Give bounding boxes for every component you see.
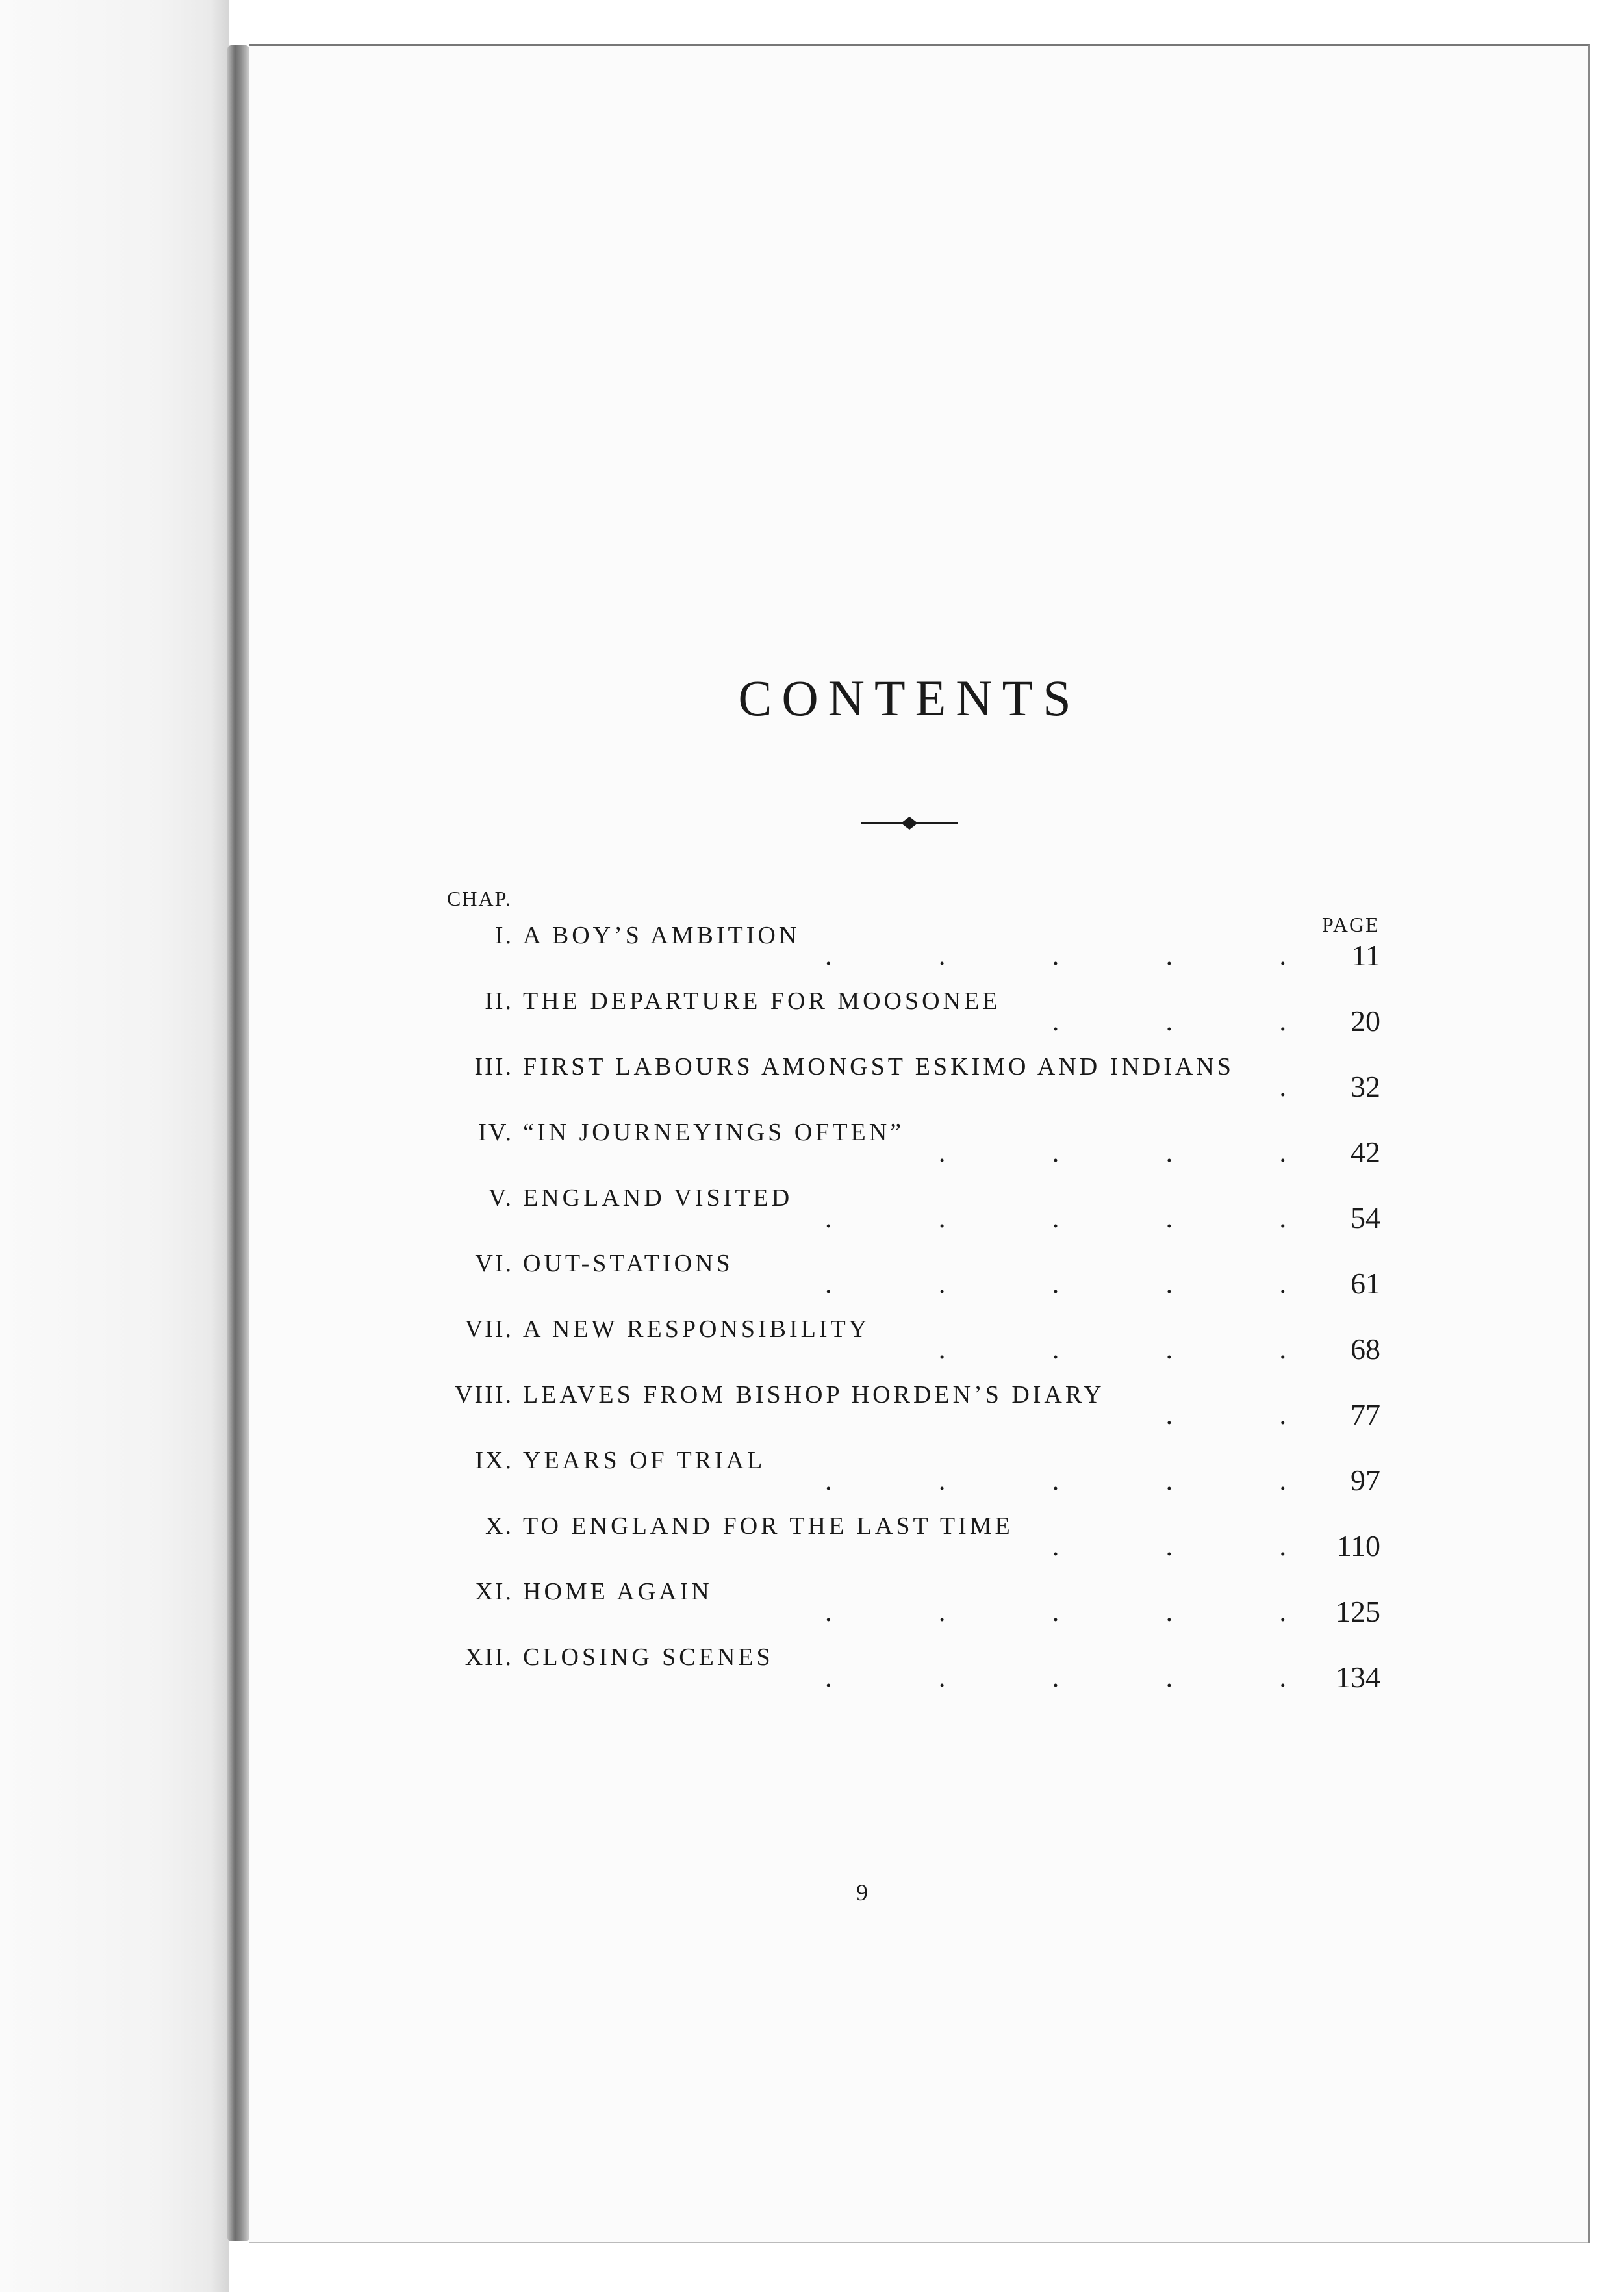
chapter-title: FIRST LABOURS AMONGST ESKIMO AND INDIANS — [523, 1053, 1234, 1080]
page-number: 42 — [1351, 1136, 1380, 1169]
dot-leader — [825, 1597, 1286, 1628]
leader-dot: . — [938, 1269, 946, 1299]
leader-dot: . — [1279, 1532, 1286, 1562]
toc-entry — [0, 1184, 1624, 1242]
contents-title: CONTENTS — [738, 670, 1081, 726]
chapter-number: VII. — [464, 1316, 513, 1343]
chapter-number: XII. — [464, 1644, 513, 1671]
chapter-title: OUT-STATIONS — [523, 1250, 733, 1277]
chapter-number: II. — [485, 987, 513, 1015]
leader-dot: . — [1279, 1598, 1286, 1627]
dot-leader — [825, 1466, 1286, 1497]
page-column-header: PAGE — [1322, 913, 1380, 936]
leader-dot: . — [1052, 1007, 1059, 1037]
leader-dot: . — [1165, 1269, 1173, 1299]
chapter-title: CLOSING SCENES — [523, 1644, 774, 1671]
leader-dot: . — [938, 1335, 946, 1365]
chapter-title: TO ENGLAND FOR THE LAST TIME — [523, 1512, 1013, 1540]
dot-leader — [825, 1269, 1286, 1300]
leader-dot: . — [938, 941, 946, 971]
chapter-title: “IN JOURNEYINGS OFTEN” — [523, 1119, 905, 1146]
leader-dot: . — [1052, 1598, 1059, 1627]
page-number: 110 — [1336, 1529, 1380, 1562]
page-number: 11 — [1351, 939, 1380, 972]
leader-dot: . — [1279, 1269, 1286, 1299]
leader-dot: . — [1165, 1532, 1173, 1562]
page-number: 97 — [1351, 1464, 1380, 1497]
chapter-title: LEAVES FROM BISHOP HORDEN’S DIARY — [523, 1381, 1105, 1408]
leader-dot: . — [938, 1663, 946, 1693]
dot-leader — [825, 1072, 1286, 1103]
chapter-title: THE DEPARTURE FOR MOOSONEE — [523, 987, 1001, 1015]
leader-dot: . — [938, 1598, 946, 1627]
leader-dot: . — [825, 941, 832, 971]
leader-dot: . — [1279, 1138, 1286, 1168]
dot-leader — [825, 1400, 1286, 1431]
toc-entry — [0, 1315, 1624, 1373]
dot-leader — [825, 1531, 1286, 1562]
chapter-title: A NEW RESPONSIBILITY — [523, 1316, 870, 1343]
toc-entry — [0, 1512, 1624, 1570]
toc-entry — [0, 1381, 1624, 1439]
toc-entry — [0, 1118, 1624, 1177]
chapter-title: HOME AGAIN — [523, 1578, 713, 1605]
leader-dot: . — [1165, 1598, 1173, 1627]
leader-dot: . — [1279, 941, 1286, 971]
leader-dot: . — [1165, 1204, 1173, 1234]
leader-dot: . — [1165, 1138, 1173, 1168]
leader-dot: . — [938, 1204, 946, 1234]
chapter-title: A BOY’S AMBITION — [523, 922, 800, 949]
leader-dot: . — [825, 1204, 832, 1234]
leader-dot: . — [1052, 941, 1059, 971]
chapter-number: V. — [488, 1184, 513, 1212]
dot-leader — [825, 1203, 1286, 1234]
leader-dot: . — [1279, 1007, 1286, 1037]
chapter-number: III. — [474, 1053, 513, 1080]
toc-entry — [0, 1577, 1624, 1636]
dot-leader — [825, 1334, 1286, 1366]
toc-entry — [0, 1249, 1624, 1308]
leader-dot: . — [1279, 1466, 1286, 1496]
chapter-number: VI. — [475, 1250, 513, 1277]
page-number: 32 — [1351, 1070, 1380, 1103]
page-number: 68 — [1351, 1332, 1380, 1366]
leader-dot: . — [1279, 1073, 1286, 1102]
leader-dot: . — [1279, 1204, 1286, 1234]
leader-dot: . — [1052, 1138, 1059, 1168]
leader-dot: . — [1165, 1401, 1173, 1431]
page-number: 125 — [1336, 1595, 1380, 1628]
leader-dot: . — [1165, 1007, 1173, 1037]
leader-dot: . — [1165, 1335, 1173, 1365]
chapter-title: YEARS OF TRIAL — [523, 1447, 766, 1474]
chap-column-header: CHAP. — [447, 887, 512, 910]
leader-dot: . — [1279, 1663, 1286, 1693]
leader-dot: . — [825, 1663, 832, 1693]
chapter-title: ENGLAND VISITED — [523, 1184, 793, 1212]
dot-leader — [825, 1006, 1286, 1038]
leader-dot: . — [1052, 1663, 1059, 1693]
toc-entry — [0, 921, 1624, 980]
leader-dot: . — [1165, 941, 1173, 971]
chapter-number: X. — [485, 1512, 513, 1540]
chapter-number: VIII. — [455, 1381, 513, 1408]
dot-leader — [825, 941, 1286, 972]
dot-leader — [825, 1138, 1286, 1169]
leader-dot: . — [1165, 1466, 1173, 1496]
leader-dot: . — [825, 1269, 832, 1299]
leader-dot: . — [938, 1466, 946, 1496]
leader-dot: . — [1279, 1335, 1286, 1365]
leader-dot: . — [1279, 1401, 1286, 1431]
chapter-number: I. — [494, 922, 513, 949]
chapter-number: XI. — [475, 1578, 513, 1605]
ornament-divider-icon — [861, 815, 958, 832]
page-number: 77 — [1351, 1398, 1380, 1431]
page-number: 134 — [1336, 1661, 1380, 1694]
leader-dot: . — [1052, 1269, 1059, 1299]
leader-dot: . — [938, 1138, 946, 1168]
leader-dot: . — [825, 1466, 832, 1496]
leader-dot: . — [1052, 1532, 1059, 1562]
page-number: 61 — [1351, 1267, 1380, 1300]
leader-dot: . — [825, 1598, 832, 1627]
page-folio: 9 — [856, 1879, 868, 1905]
toc-entry — [0, 1643, 1624, 1701]
leader-dot: . — [1052, 1335, 1059, 1365]
chapter-number: IV. — [478, 1119, 513, 1146]
chapter-number: IX. — [475, 1447, 513, 1474]
page-number: 20 — [1351, 1004, 1380, 1038]
toc-entry — [0, 1446, 1624, 1505]
toc-entry — [0, 987, 1624, 1045]
leader-dot: . — [1052, 1204, 1059, 1234]
dot-leader — [825, 1662, 1286, 1694]
toc-entry — [0, 1052, 1624, 1111]
leader-dot: . — [1165, 1663, 1173, 1693]
page-number: 54 — [1351, 1201, 1380, 1234]
leader-dot: . — [1052, 1466, 1059, 1496]
